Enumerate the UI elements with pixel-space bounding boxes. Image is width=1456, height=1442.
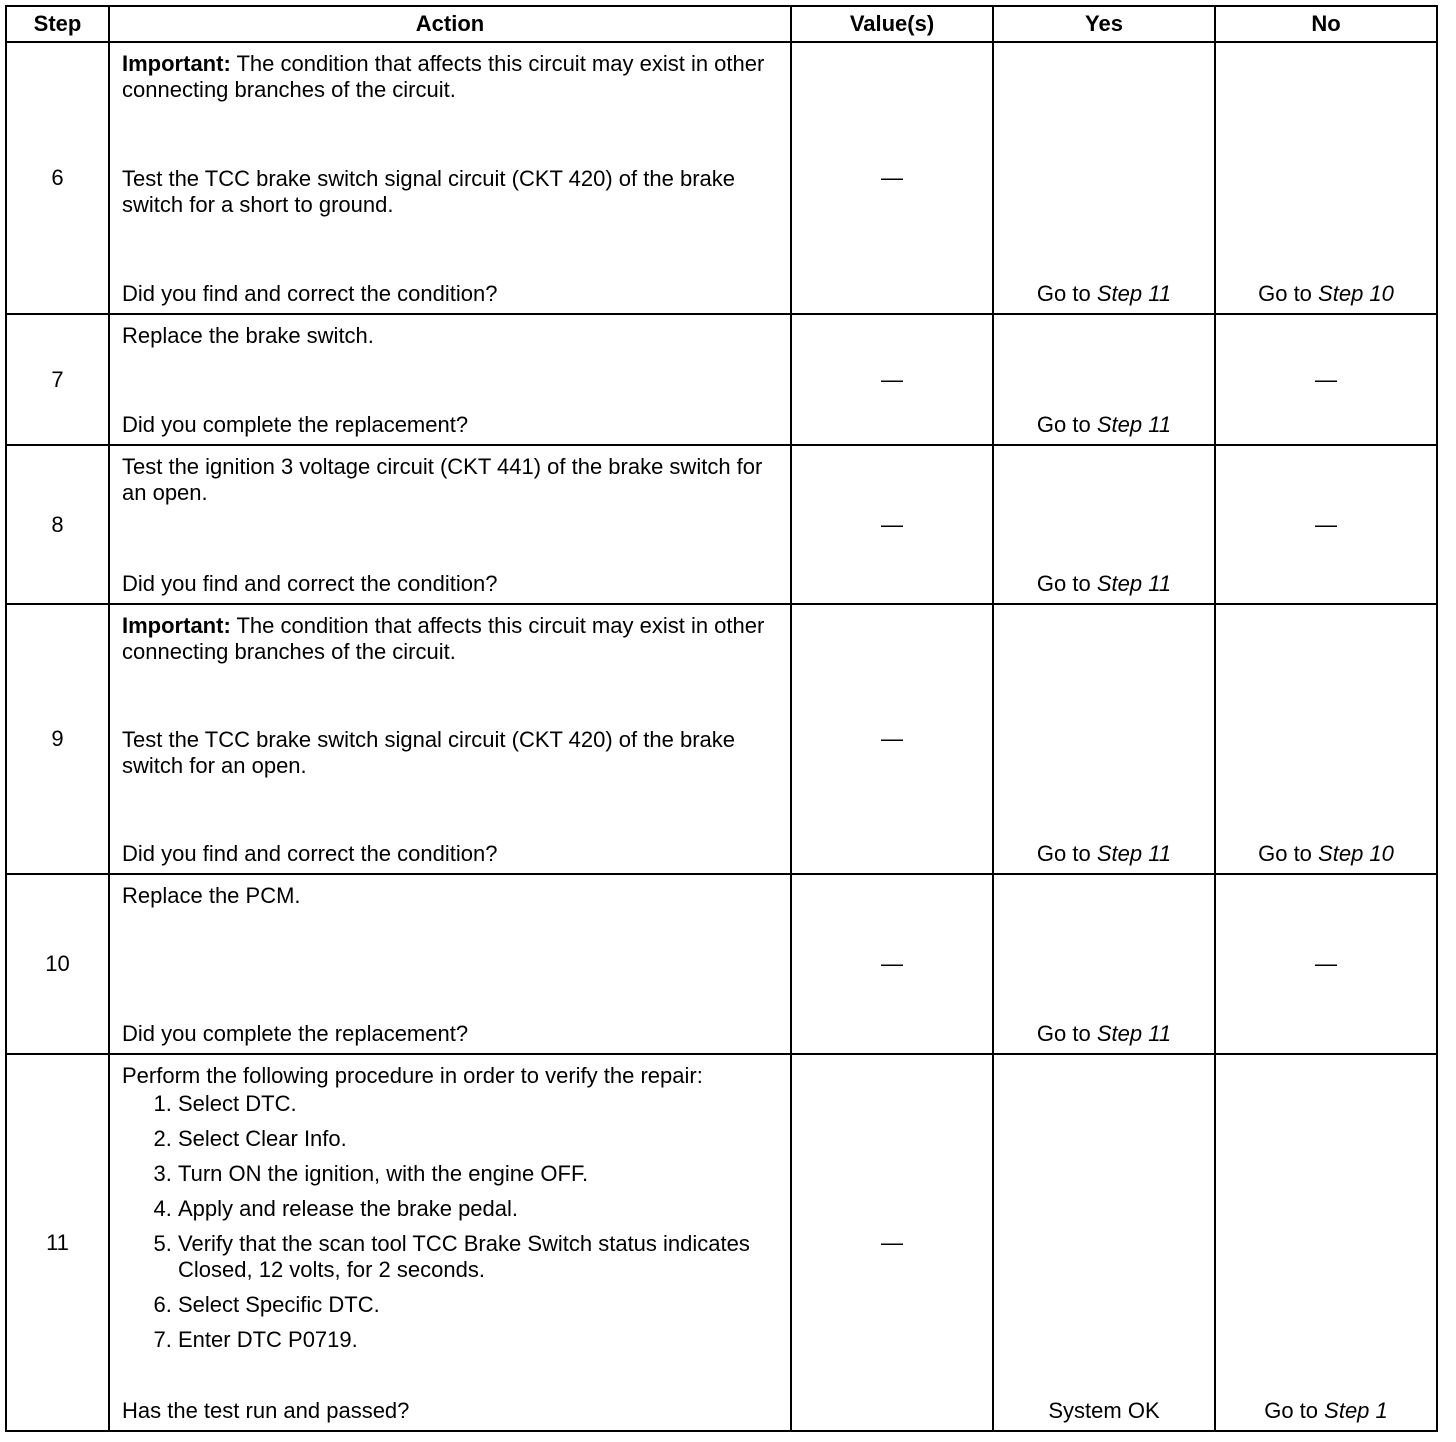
table-row	[6, 314, 1437, 445]
step-number: 11	[6, 1054, 109, 1431]
value-cell: —	[791, 604, 993, 874]
no-step-ref: Step 1	[1324, 1398, 1388, 1423]
yes-step-ref: Step 11	[1096, 571, 1172, 596]
no-cell	[1215, 42, 1437, 314]
list-item: 1. Select DTC.	[178, 1091, 776, 1117]
procedure-list	[122, 1091, 776, 1398]
no-cell	[1215, 1054, 1437, 1431]
action-question: Has the test run and passed?	[122, 1398, 410, 1423]
action-text: Perform the following procedure in order to verify the repair:	[122, 1063, 703, 1088]
yes-step-ref: Step 11	[1096, 1021, 1172, 1046]
yes-step-ref: Step 11	[1096, 281, 1172, 306]
goto-text: Go to	[1036, 571, 1091, 596]
important-label: Important:	[122, 613, 231, 638]
action-cell	[109, 604, 791, 874]
important-note	[122, 51, 776, 103]
yes-cell	[993, 874, 1215, 1054]
header-step: Step	[6, 6, 109, 42]
step-number: 9	[6, 604, 109, 874]
no-step-ref: Step 10	[1318, 841, 1394, 866]
action-cell	[109, 42, 791, 314]
table-row	[6, 1054, 1437, 1431]
header-values: Value(s)	[791, 6, 993, 42]
action-cell	[109, 314, 791, 445]
list-item: 4. Apply and release the brake pedal.	[178, 1196, 776, 1222]
step-number: 6	[6, 42, 109, 314]
table-row	[6, 604, 1437, 874]
action-question: Did you complete the replacement?	[122, 412, 469, 437]
table-row	[6, 874, 1437, 1054]
diagnostic-table	[5, 5, 1438, 1432]
header-row	[6, 6, 1437, 42]
step-number: 7	[6, 314, 109, 445]
header-action: Action	[109, 6, 791, 42]
goto-text: Go to	[1264, 1398, 1319, 1423]
action-cell	[109, 445, 791, 604]
action-cell	[109, 1054, 791, 1431]
step-number: 8	[6, 445, 109, 604]
action-cell	[109, 874, 791, 1054]
action-question: Did you find and correct the condition?	[122, 281, 498, 306]
value-cell: —	[791, 314, 993, 445]
list-item: 7. Enter DTC P0719.	[178, 1327, 776, 1353]
list-item: 5. Verify that the scan tool TCC Brake Switch status indicates Closed, 12 volts, for 2 seconds.	[178, 1231, 776, 1283]
goto-text: Go to	[1036, 281, 1091, 306]
no-cell: —	[1215, 314, 1437, 445]
action-question: Did you complete the replacement?	[122, 1021, 469, 1046]
value-cell: —	[791, 874, 993, 1054]
important-text: The condition that affects this circuit may exist in other connecting branches of the circuit.	[122, 613, 765, 664]
yes-step-ref: Step 11	[1096, 412, 1172, 437]
header-yes: Yes	[993, 6, 1215, 42]
action-text: Replace the brake switch.	[122, 323, 374, 348]
no-step-ref: Step 10	[1318, 281, 1394, 306]
goto-text: Go to	[1036, 841, 1091, 866]
action-text: Replace the PCM.	[122, 883, 301, 908]
value-cell: —	[791, 42, 993, 314]
no-cell	[1215, 604, 1437, 874]
yes-cell	[993, 604, 1215, 874]
important-text: The condition that affects this circuit may exist in other connecting branches of the circuit.	[122, 51, 765, 102]
list-item: 3. Turn ON the ignition, with the engine OFF.	[178, 1161, 776, 1187]
goto-text: Go to	[1258, 841, 1312, 866]
no-cell: —	[1215, 874, 1437, 1054]
action-text: Test the ignition 3 voltage circuit (CKT 441) of the brake switch for an open.	[122, 454, 763, 505]
important-note	[122, 613, 776, 665]
header-no: No	[1215, 6, 1437, 42]
important-label: Important:	[122, 51, 231, 76]
yes-cell: System OK	[993, 1054, 1215, 1431]
goto-text: Go to	[1258, 281, 1312, 306]
step-number: 10	[6, 874, 109, 1054]
table-row	[6, 42, 1437, 314]
goto-text: Go to	[1036, 412, 1091, 437]
action-text: Test the TCC brake switch signal circuit (CKT 420) of the brake switch for a short to ground.	[122, 166, 735, 217]
value-cell: —	[791, 1054, 993, 1431]
list-item: 2. Select Clear Info.	[178, 1126, 776, 1152]
goto-text: Go to	[1036, 1021, 1091, 1046]
yes-cell	[993, 445, 1215, 604]
action-text: Test the TCC brake switch signal circuit (CKT 420) of the brake switch for an open.	[122, 727, 735, 778]
value-cell: —	[791, 445, 993, 604]
action-question: Did you find and correct the condition?	[122, 571, 498, 596]
list-item: 6. Select Specific DTC.	[178, 1292, 776, 1318]
yes-cell	[993, 42, 1215, 314]
action-question: Did you find and correct the condition?	[122, 841, 498, 866]
yes-cell	[993, 314, 1215, 445]
yes-step-ref: Step 11	[1096, 841, 1172, 866]
no-cell: —	[1215, 445, 1437, 604]
table-row	[6, 445, 1437, 604]
